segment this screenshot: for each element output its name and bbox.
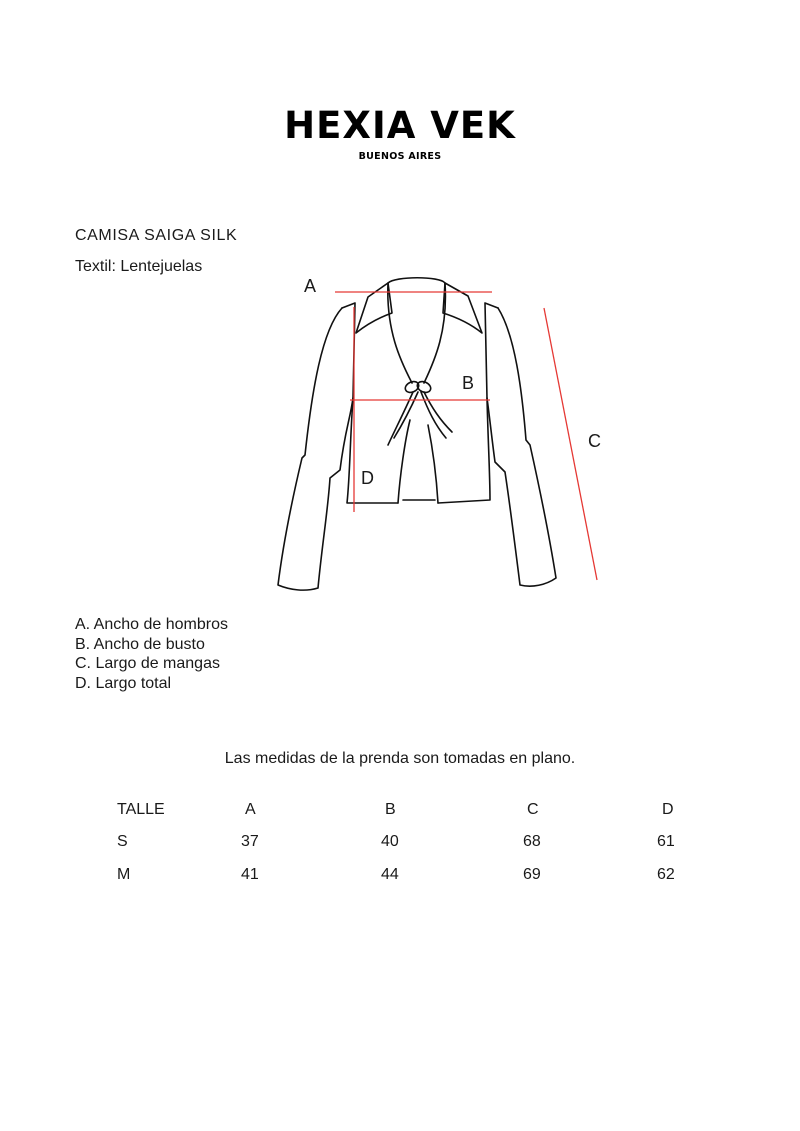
legend-item: C. Largo de mangas (75, 655, 220, 672)
table-cell-size: S (117, 833, 128, 850)
table-cell: 62 (657, 866, 675, 883)
legend-item: D. Largo total (75, 674, 172, 692)
table-header-talle: TALLE (117, 801, 165, 818)
diagram-label-b: B (462, 373, 475, 393)
measurement-note: Las medidas de la prenda son tomadas en plano. (224, 750, 576, 767)
legend-item: B. Ancho de busto (75, 635, 205, 653)
measurement-legend (75, 615, 228, 693)
table-cell: 69 (523, 866, 541, 883)
table-header-d: D (662, 801, 674, 818)
table-header-c: C (527, 801, 539, 818)
legend-item: A. Ancho de hombros (75, 616, 228, 633)
table-header-b: B (385, 801, 396, 818)
diagram-label-d: D (361, 468, 374, 488)
table-cell: 37 (241, 833, 259, 850)
table-cell: 68 (523, 833, 541, 850)
diagram-label-c: C (588, 431, 601, 451)
table-cell: 41 (241, 866, 259, 883)
shirt-outline (278, 278, 556, 590)
table-cell: 44 (381, 866, 399, 883)
garment-diagram (270, 270, 610, 605)
table-header-a: A (245, 801, 256, 818)
product-fabric: Textil: Lentejuelas (75, 258, 203, 275)
table-cell: 61 (657, 833, 675, 850)
brand-city: BUENOS AIRES (358, 151, 442, 162)
measure-lines (335, 292, 597, 580)
diagram-label-a: A (304, 276, 317, 296)
table-cell: 40 (381, 833, 399, 850)
table-cell-size: M (117, 866, 131, 883)
product-name: CAMISA SAIGA SILK (75, 227, 238, 244)
brand-logo: HEXIA VEK (284, 104, 516, 147)
